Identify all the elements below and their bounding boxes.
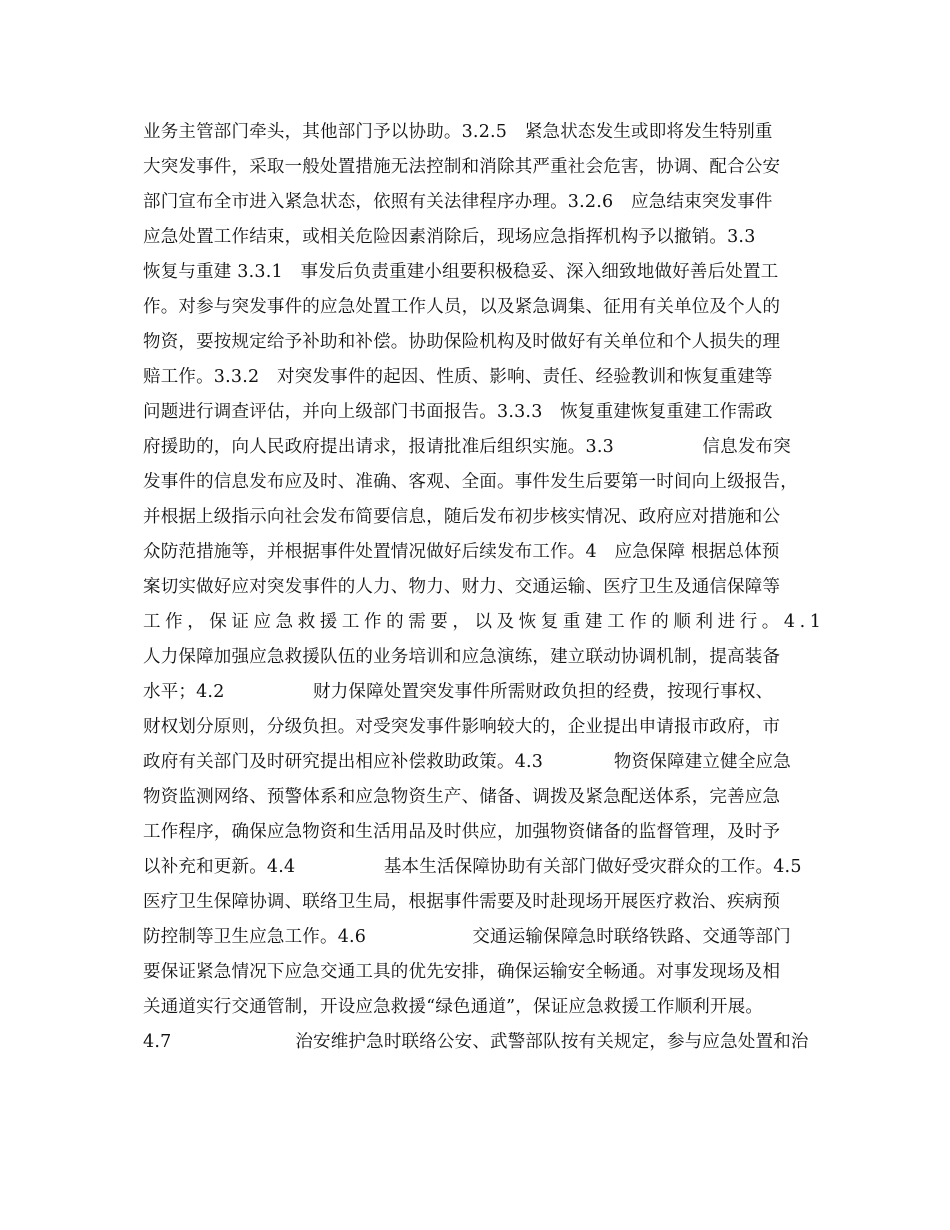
text-line: 关通道实行交通管制，开设应急救援“绿色通道”，保证应急救援工作顺利开展。 [143,997,764,1017]
text-line: 物资监测网络、预警体系和应急物资生产、储备、调拨及紧急配送体系，完善应急 [143,787,781,807]
text-line: 医疗卫生保障协调、联络卫生局，根据事件需要及时赴现场开展医疗救治、疾病预 [143,892,781,912]
text-line: 财权划分原则，分级负担。对受突发事件影响较大的，企业提出申请报市政府，市 [143,717,781,737]
text-line: 水平；4.2 财力保障处置突发事件所需财政负担的经费，按现行事权、 [143,682,774,702]
text-line: 工作程序，确保应急物资和生活用品及时供应，加强物资储备的监督管理，及时予 [143,822,781,842]
text-line: 4.7 治安维护急时联络公安、武警部队按有关规定，参与应急处置和治 [143,1032,809,1052]
text-line: 以补充和更新。4.4 基本生活保障协助有关部门做好受灾群众的工作。4.5 [143,857,802,877]
text-line: 要保证紧急情况下应急交通工具的优先安排，确保运输安全畅通。对事发现场及相 [143,962,781,982]
text-line: 业务主管部门牵头，其他部门予以协助。3.2.5 紧急状态发生或即将发生特别重 [143,122,773,142]
text-line: 大突发事件，采取一般处置措施无法控制和消除其严重社会危害，协调、配合公安 [143,157,781,177]
text-line: 防控制等卫生应急工作。4.6 交通运输保障急时联络铁路、交通等部门 [143,927,791,947]
text-line: 物资，要按规定给予补助和补偿。协助保险机构及时做好有关单位和个人损失的理 [143,332,781,352]
text-line: 案切实做好应对突发事件的人力、物力、财力、交通运输、医疗卫生及通信保障等 [143,577,781,597]
text-line: 应急处置工作结束，或相关危险因素消除后，现场应急指挥机构予以撤销。3.3 [143,227,756,247]
text-line: 发事件的信息发布应及时、准确、客观、全面。事件发生后要第一时间向上级报告， [143,472,798,492]
text-line: 政府有关部门及时研究提出相应补偿救助政策。4.3 物资保障建立健全应急 [143,752,791,772]
text-line: 部门宣布全市进入紧急状态，依照有关法律程序办理。3.2.6 应急结束突发事件 [143,192,773,212]
text-line: 人力保障加强应急救援队伍的业务培训和应急演练，建立联动协调机制，提高装备 [143,647,781,667]
text-line: 问题进行调查评估，并向上级部门书面报告。3.3.3 恢复重建恢复重建工作需政 [143,402,773,422]
text-line: 并根据上级指示向社会发布简要信息，随后发布初步核实情况、政府应对措施和公 [143,507,781,527]
text-line: 众防范措施等，并根据事件处置情况做好后续发布工作。4 应急保障 根据总体预 [143,542,780,562]
text-line: 工作，保证应急救援工作的需要，以及恢复重建工作的顺利进行。4.1 [143,612,826,632]
text-line: 恢复与重建 3.3.1 事发后负责重建小组要积极稳妥、深入细致地做好善后处置工 [143,262,779,282]
text-line: 作。对参与突发事件的应急处置工作人员，以及紧急调集、征用有关单位及个人的 [143,297,781,317]
text-line: 赔工作。3.3.2 对突发事件的起因、性质、影响、责任、经验教训和恢复重建等 [143,367,773,387]
text-line: 府援助的，向人民政府提出请求，报请批准后组织实施。3.3 信息发布突 [143,437,791,457]
